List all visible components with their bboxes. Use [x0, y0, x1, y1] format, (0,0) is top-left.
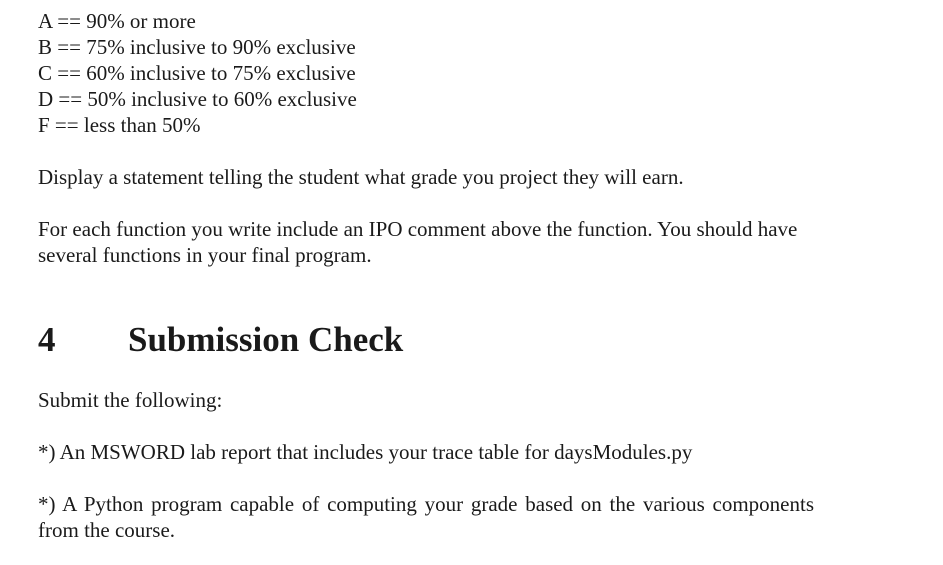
grade-scale-list [38, 8, 814, 138]
grade-scale-item-a: A == 90% or more [38, 9, 196, 33]
display-statement-paragraph: Display a statement telling the student what grade you project they will earn. [38, 165, 684, 189]
submit-intro-paragraph: Submit the following: [38, 388, 223, 412]
grade-scale-item-c: C == 60% inclusive to 75% exclusive [38, 61, 356, 85]
submission-item-report: *) An MSWORD lab report that includes your trace table for daysModules.py [38, 440, 693, 464]
grade-scale-item-b: B == 75% inclusive to 90% exclusive [38, 35, 356, 59]
submission-item-program: *) A Python program capable of computing your grade based on the various components from the course. [38, 492, 814, 542]
section-heading [38, 318, 403, 362]
section-number: 4 [38, 320, 56, 359]
grade-scale-item-f: F == less than 50% [38, 113, 201, 137]
ipo-instruction-paragraph: For each function you write include an IPO comment above the function. You should have several functions in your final program. [38, 217, 798, 267]
document-page [38, 0, 814, 542]
section-title: Submission Check [128, 320, 404, 359]
grade-scale-item-d: D == 50% inclusive to 60% exclusive [38, 87, 357, 111]
